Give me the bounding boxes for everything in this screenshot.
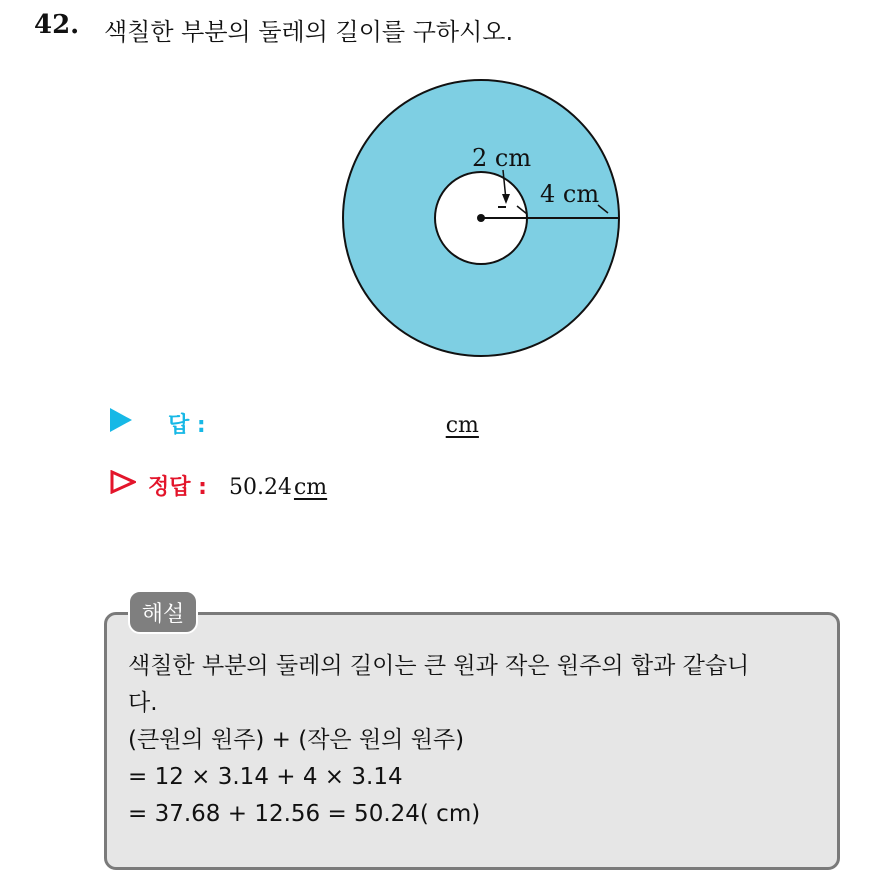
annulus-figure <box>0 0 884 400</box>
solution-line: 색칠한 부분의 둘레의 길이는 큰 원과 작은 원주의 합과 같습니 <box>128 653 750 679</box>
solution-text <box>128 648 828 833</box>
solution-line: 다. <box>128 690 158 716</box>
outer-radius-label: 4 cm <box>540 180 600 208</box>
correct-unit: cm <box>293 475 328 500</box>
solution-line: = 12 × 3.14 + 4 × 3.14 <box>128 764 403 790</box>
correct-row <box>110 470 327 501</box>
correct-label: 정답 : <box>148 475 207 500</box>
answer-unit: cm <box>445 413 479 438</box>
play-icon <box>110 408 132 432</box>
question-text: 색칠한 부분의 둘레의 길이를 구하시오. <box>104 18 514 46</box>
correct-value: 50.24 <box>228 475 292 500</box>
play-outline-icon <box>110 470 136 494</box>
solution-tab: 해설 <box>128 590 198 634</box>
inner-radius-label: 2 cm <box>472 144 532 172</box>
solution-line: (큰원의 원주) + (작은 원의 원주) <box>128 727 465 753</box>
question-number: 42. <box>34 10 80 40</box>
solution-line: = 37.68 + 12.56 = 50.24( cm) <box>128 801 481 827</box>
answer-label: 답 : <box>168 413 206 438</box>
answer-row <box>110 408 479 439</box>
